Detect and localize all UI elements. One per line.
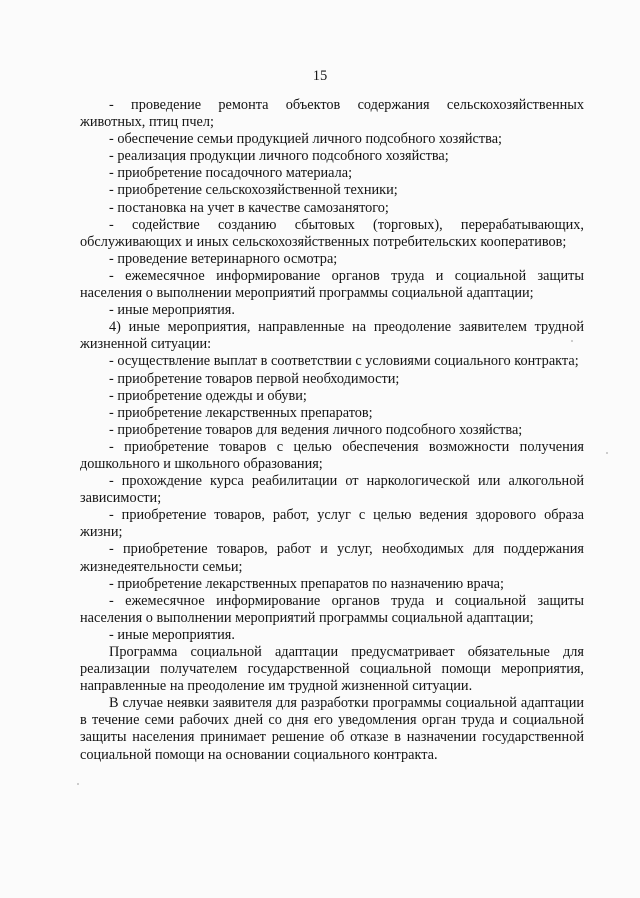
- list-item: - прохождение курса реабилитации от наркологической или алкогольной зависимости;: [80, 473, 584, 507]
- body-paragraph: В случае неявки заявителя для разработки программы социальной адаптации в течение семи рабочих дней со дня его уведомления орган труда и социальной защиты населения принимает решение об отказе в назначении государственной социальной помощи на основании социального контракта.: [80, 695, 584, 763]
- scan-speck: [77, 783, 79, 785]
- list-item: - иные мероприятия.: [109, 302, 235, 319]
- page-number: 15: [312, 68, 328, 84]
- section-heading-item-4: 4) иные мероприятия, направленные на преодоление заявителем трудной жизненной ситуации:: [80, 319, 584, 353]
- scan-speck: [606, 452, 608, 454]
- list-item: - приобретение сельскохозяйственной техники;: [109, 182, 398, 199]
- list-item: - ежемесячное информирование органов труда и социальной защиты населения о выполнении мероприятий программы социальной адаптации;: [80, 592, 584, 626]
- list-item: - приобретение лекарственных препаратов;: [109, 404, 373, 421]
- list-item: - приобретение товаров, работ и услуг, необходимых для поддержания жизнедеятельности семьи;: [80, 541, 584, 575]
- list-item: - осуществление выплат в соответствии с условиями социального контракта;: [109, 353, 579, 370]
- body-paragraph: Программа социальной адаптации предусматривает обязательные для реализации получателем государственной социальной помощи мероприятия, направленные на преодоление им трудной жизненной ситуации.: [80, 644, 584, 695]
- list-item: - приобретение одежды и обуви;: [109, 387, 307, 404]
- list-item: - постановка на учет в качестве самозанятого;: [109, 199, 389, 216]
- list-item: - приобретение посадочного материала;: [109, 165, 353, 182]
- list-item: - приобретение товаров с целью обеспечения возможности получения дошкольного и школьного образования;: [80, 438, 584, 472]
- list-item: - реализация продукции личного подсобного хозяйства;: [109, 148, 449, 165]
- list-item: - проведение ветеринарного осмотра;: [109, 250, 338, 267]
- list-item: - обеспечение семьи продукцией личного подсобного хозяйства;: [109, 131, 503, 148]
- scan-speck: [571, 340, 573, 342]
- list-item: - приобретение лекарственных препаратов по назначению врача;: [109, 575, 504, 592]
- list-item: - приобретение товаров, работ, услуг с целью ведения здорового образа жизни;: [80, 507, 584, 541]
- document-body: [80, 97, 584, 764]
- list-item: - содействие созданию сбытовых (торговых), перерабатывающих, обслуживающих и иных сельскохозяйственных потребительских кооперативов;: [80, 216, 584, 250]
- list-item: - ежемесячное информирование органов труда и социальной защиты населения о выполнении мероприятий программы социальной адаптации;: [80, 267, 584, 302]
- list-item: - иные мероприятия.: [109, 626, 235, 643]
- list-item: - приобретение товаров для ведения личного подсобного хозяйства;: [109, 421, 523, 438]
- list-item: - приобретение товаров первой необходимости;: [109, 370, 400, 387]
- list-item: - проведение ремонта объектов содержания сельскохозяйственных животных, птиц пчел;: [80, 97, 584, 131]
